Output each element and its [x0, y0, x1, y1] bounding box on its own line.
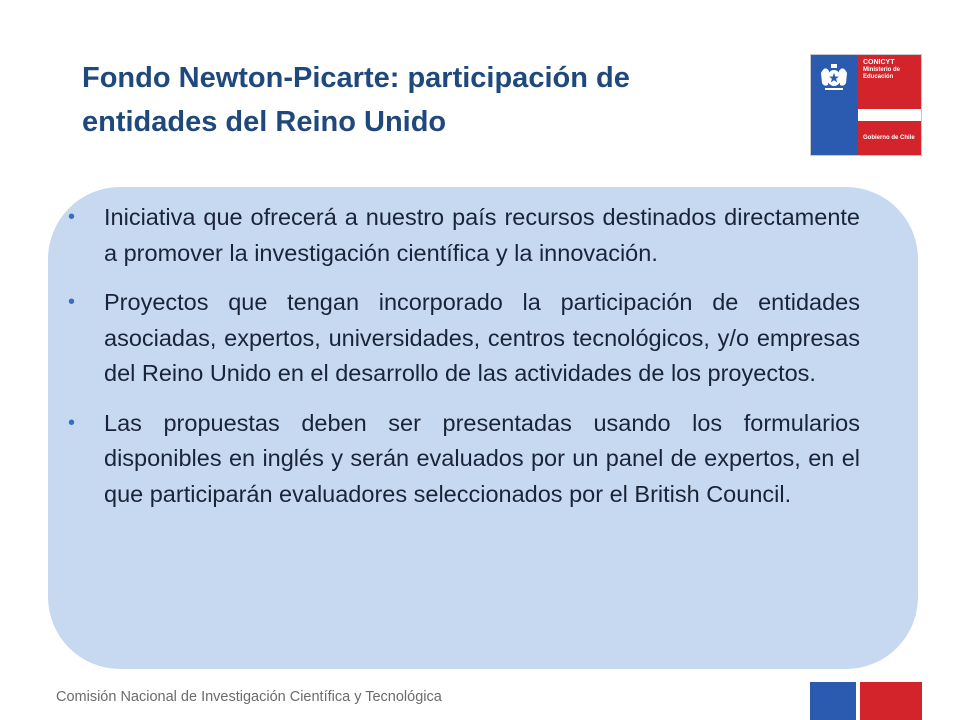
logo-ministry-line2: Educación: [863, 74, 894, 80]
bullet-item: [66, 285, 860, 392]
bullet-item: [66, 200, 860, 271]
logo-org: CONICYT: [863, 59, 895, 66]
slide-title: Fondo Newton-Picarte: participación de entidades del Reino Unido: [82, 62, 630, 138]
footer-organization: Comisión Nacional de Investigación Científica y Tecnológica: [56, 689, 442, 705]
flag-red-band: [860, 682, 922, 720]
bullet-item: [66, 406, 860, 513]
coat-of-arms-icon: [817, 61, 851, 95]
bullet-icon: •: [68, 291, 76, 313]
logo-government: Gobierno de Chile: [863, 135, 915, 141]
bullet-text: Proyectos que tengan incorporado la participación de entidades asociadas, expertos, universidades, centros tecnológicos, y/o empresas del Reino Unido en el desarrollo de las actividades de los proyectos.: [104, 289, 860, 386]
logo-ministry-line1: Ministerio de: [863, 67, 901, 73]
bullet-icon: •: [68, 206, 76, 228]
logo-red-top: [858, 55, 921, 109]
bullet-icon: •: [68, 411, 76, 434]
flag-blue-band: [810, 682, 856, 720]
bullet-list: [66, 200, 860, 526]
bullet-text: Iniciativa que ofrecerá a nuestro país recursos destinados directamente a promover la investigación científica y la innovación.: [104, 204, 860, 266]
conicyt-logo: [810, 54, 922, 156]
bullet-text: Las propuestas deben ser presentadas usando los formularios disponibles en inglés y serán evaluados por un panel de expertos, en el que participarán evaluadores seleccionados por el British Council.: [104, 409, 860, 507]
logo-red-bottom: [858, 121, 921, 155]
logo-blue-field: [811, 55, 858, 155]
footer-flag: [810, 682, 922, 720]
